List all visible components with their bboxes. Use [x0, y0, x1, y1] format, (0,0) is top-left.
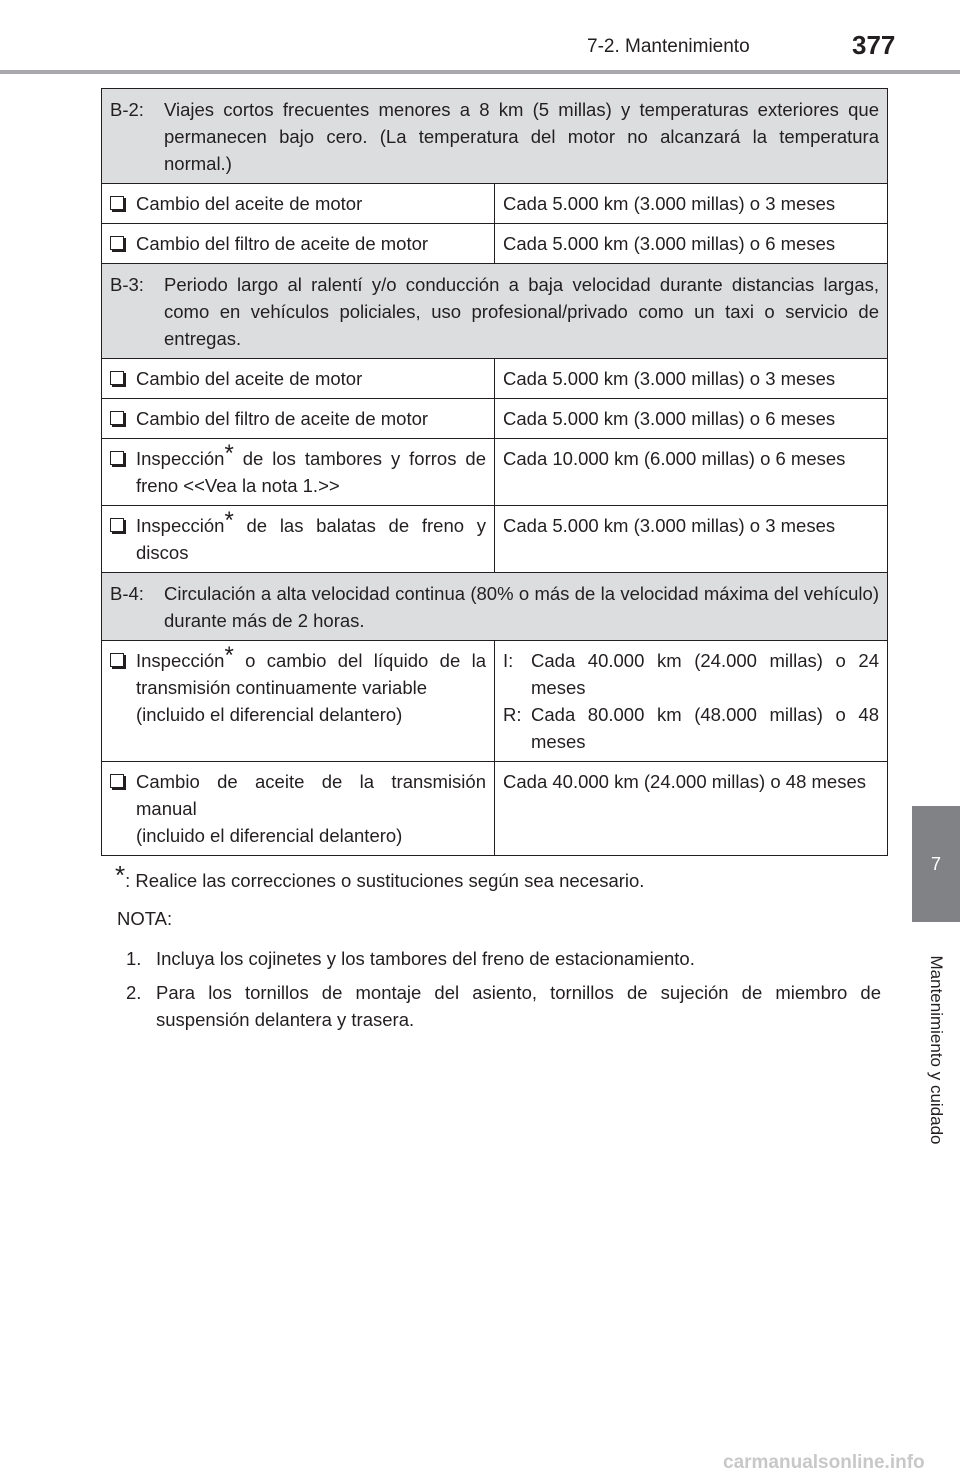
- item-note: (incluido el diferencial delantero): [136, 825, 403, 846]
- asterisk-icon: *: [115, 860, 126, 890]
- list-text: Para los tornillos de montaje del asiento, tornillos de sujeción de miembro de suspensión delantera y trasera.: [156, 982, 881, 1030]
- item-label: Inspección* o cambio del líquido de la transmisión continuamente variable (incluido el diferencial delantero): [136, 642, 486, 725]
- category-description: Viajes cortos frecuentes menores a 8 km (5 millas) y temperaturas exteriores que permanecen bajo cero. (La temperatura del motor no alcanzará la temperatura normal.): [164, 99, 879, 174]
- item-label: Cambio del filtro de aceite de motor: [136, 233, 429, 254]
- checkbox-icon: [110, 647, 136, 728]
- interval-cell: [495, 641, 888, 762]
- interval-value: Cada 5.000 km (3.000 millas) o 6 meses: [495, 399, 888, 439]
- footnote: [115, 860, 645, 892]
- item-label: Inspección* de las balatas de freno y discos: [136, 507, 486, 563]
- category-row-b4: [102, 573, 888, 641]
- interval-code: I:: [503, 650, 514, 671]
- table-row: [102, 399, 888, 439]
- category-row-b2: [102, 89, 888, 184]
- item-label: Cambio del filtro de aceite de motor: [136, 408, 429, 429]
- interval-value: Cada 5.000 km (3.000 millas) o 3 meses: [495, 506, 888, 573]
- note-list: [126, 945, 881, 1040]
- category-description: Circulación a alta velocidad continua (80% o más de la velocidad máxima del vehículo) durante más de 2 horas.: [164, 583, 879, 631]
- list-text: Incluya los cojinetes y los tambores del freno de estacionamiento.: [156, 948, 695, 969]
- note-label: NOTA:: [117, 908, 173, 929]
- interval-code: R:: [503, 704, 522, 725]
- item-label: Cambio del aceite de motor: [136, 193, 363, 214]
- list-item: [126, 945, 881, 972]
- checkbox-icon: [110, 512, 136, 566]
- category-code: B-3:: [110, 274, 144, 295]
- maintenance-table: [101, 88, 888, 856]
- chapter-number: 7: [930, 853, 941, 874]
- table-row: [102, 184, 888, 224]
- interval-value: Cada 5.000 km (3.000 millas) o 3 meses: [495, 359, 888, 399]
- asterisk-icon: *: [224, 507, 234, 534]
- category-description: Periodo largo al ralentí y/o conducción a baja velocidad durante distancias largas, como en vehículos policiales, uso profesional/privado como un taxi o servicio de entregas.: [164, 274, 879, 349]
- list-number: 1.: [126, 948, 142, 969]
- category-code: B-2:: [110, 99, 144, 120]
- asterisk-icon: *: [224, 642, 234, 669]
- table-row: [102, 641, 888, 762]
- list-item: [126, 979, 881, 1033]
- checkbox-icon: [110, 365, 136, 392]
- item-label: Inspección* de los tambores y forros de freno <<Vea la nota 1.>>: [136, 440, 486, 496]
- category-row-b3: [102, 264, 888, 359]
- chapter-tab[interactable]: [912, 806, 960, 922]
- list-number: 2.: [126, 982, 142, 1003]
- item-label: Cambio del aceite de motor: [136, 368, 363, 389]
- interval-value: Cada 10.000 km (6.000 millas) o 6 meses: [495, 439, 888, 506]
- table-row: [102, 506, 888, 573]
- checkbox-icon: [110, 405, 136, 432]
- interval-value: Cada 40.000 km (24.000 millas) o 48 meses: [495, 762, 888, 856]
- table-row: [102, 762, 888, 856]
- checkbox-icon: [110, 445, 136, 499]
- table-row: [102, 224, 888, 264]
- page-number: 377: [852, 30, 896, 60]
- checkbox-icon: [110, 230, 136, 257]
- interval-value: Cada 5.000 km (3.000 millas) o 6 meses: [495, 224, 888, 264]
- item-note: (incluido el diferencial delantero): [136, 704, 403, 725]
- table-row: [102, 439, 888, 506]
- footnote-text: : Realice las correcciones o sustituciones según sea necesario.: [125, 870, 645, 891]
- checkbox-icon: [110, 768, 136, 849]
- item-label: Cambio de aceite de la transmisión manual (incluido el diferencial delantero): [136, 771, 486, 846]
- category-code: B-4:: [110, 583, 144, 604]
- watermark: carmanualsonline.info: [723, 1452, 925, 1473]
- interval-value: Cada 5.000 km (3.000 millas) o 3 meses: [495, 184, 888, 224]
- table-row: [102, 359, 888, 399]
- checkbox-icon: [110, 190, 136, 217]
- interval-value: Cada 40.000 km (24.000 millas) o 24 meses: [531, 650, 879, 698]
- chapter-title: Mantenimiento y cuidado: [927, 955, 946, 1145]
- section-title: 7-2. Mantenimiento: [587, 36, 750, 57]
- interval-value: Cada 80.000 km (48.000 millas) o 48 meses: [531, 704, 879, 752]
- header-rule: [0, 70, 960, 74]
- asterisk-icon: *: [224, 440, 234, 467]
